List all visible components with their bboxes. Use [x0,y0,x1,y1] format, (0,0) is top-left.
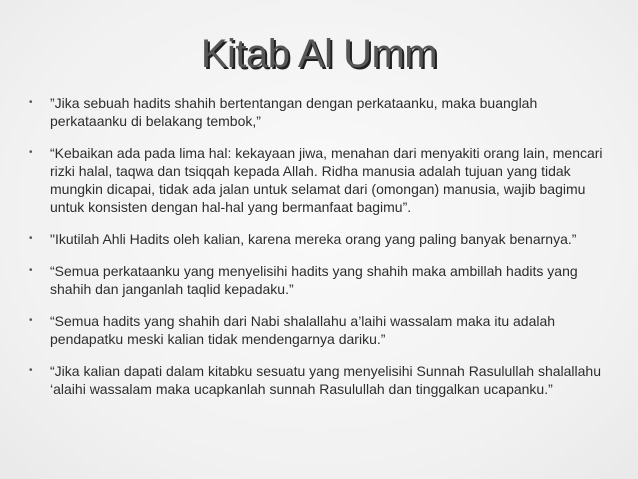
bullet-text: "Ikutilah Ahli Hadits oleh kalian, karena mereka orang yang paling banyak benarnya.” [50,231,577,247]
bullet-dot-icon: • [29,365,33,376]
bullet-text: “Semua perkataanku yang menyelisihi hadits yang shahih maka ambillah hadits yang shahih dan janganlah taqlid kepadaku.” [50,263,578,297]
bullet-text: “Jika kalian dapati dalam kitabku sesuatu yang menyelisihi Sunnah Rasulullah shalallahu ‘alaihi wassalam maka ucapkanlah sunnah Rasulullah dan tinggalkan ucapanku.” [50,363,601,397]
bullet-text: ”Jika sebuah hadits shahih bertentangan dengan perkataanku, maka buanglah perkataanku di belakang tembok,” [50,95,538,129]
bullet-dot-icon: • [29,265,33,276]
bullet-item [27,362,612,398]
bullet-item [27,230,612,248]
bullet-dot-icon: • [29,233,33,244]
bullet-item [27,94,612,130]
bullet-dot-icon: • [29,147,33,158]
bullet-text: “Kebaikan ada pada lima hal: kekayaan jiwa, menahan dari menyakiti orang lain, mencari rizki halal, taqwa dan tsiqqah kepada Allah. Ridha manusia adalah tujuan yang tidak mungkin dicapai, tidak ada jalan untuk selamat dari (omongan) manusia, wajib bagimu untuk konsisten dengan hal-hal yang bermanfaat bagimu”. [50,145,603,215]
bullet-item [27,262,612,298]
bullet-dot-icon: • [29,315,33,326]
bullet-item [27,312,612,348]
bullet-list [27,94,612,412]
bullet-item [27,144,612,216]
bullet-text: “Semua hadits yang shahih dari Nabi shalallahu a’laihi wassalam maka itu adalah pendapatku meski kalian tidak mendengarnya dariku.” [50,313,556,347]
bullet-dot-icon: • [29,97,33,108]
slide-title: Kitab Al Umm [200,32,438,76]
